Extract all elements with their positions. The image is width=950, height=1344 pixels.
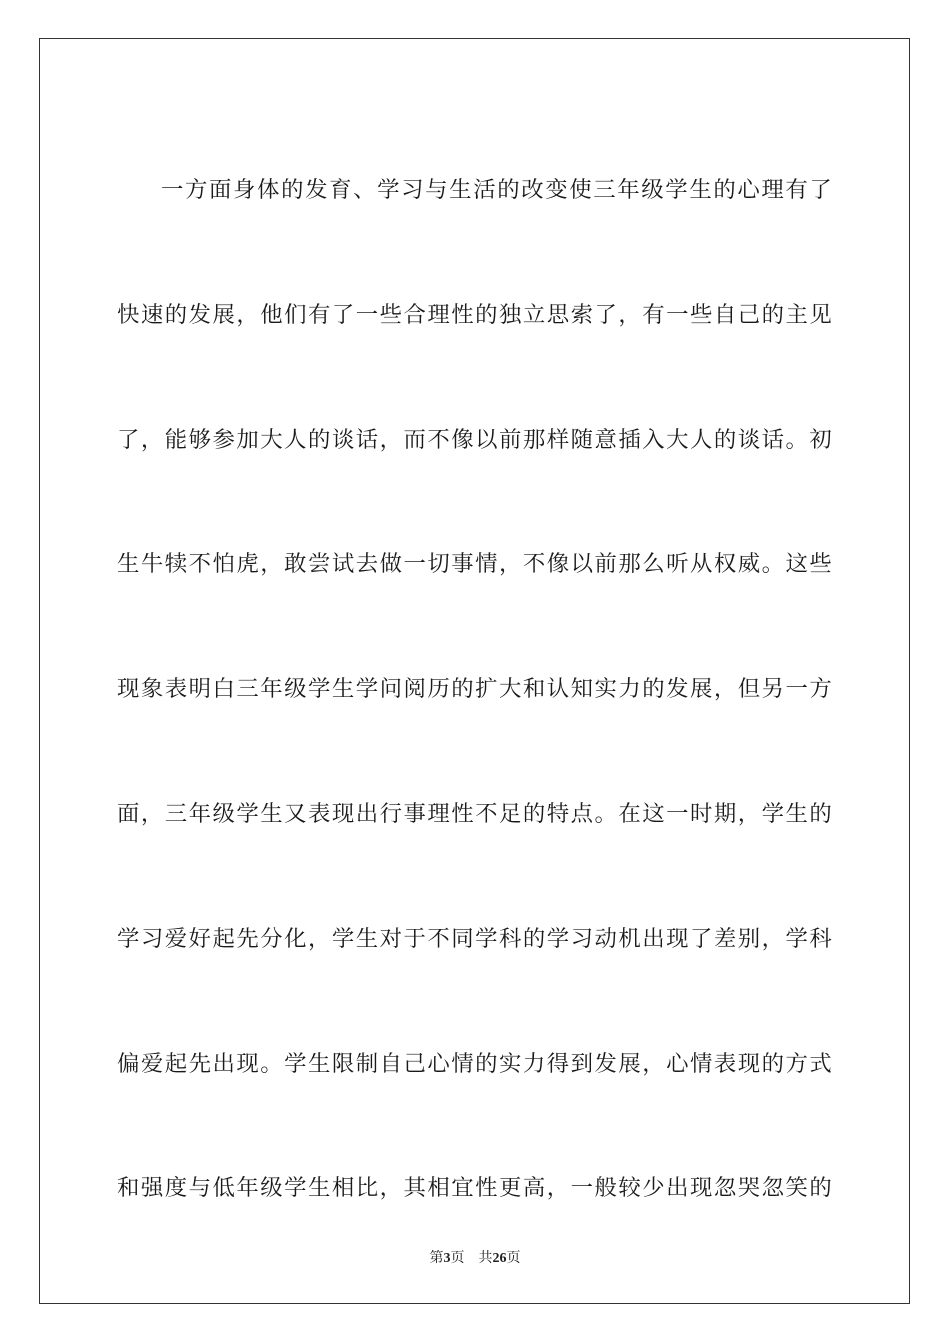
paragraph-line: 快速的发展，他们有了一些合理性的独立思索了，有一些自己的主见 bbox=[117, 301, 833, 328]
paragraph-line: 生牛犊不怕虎，敢尝试去做一切事情，不像以前那么听从权威。这些 bbox=[117, 551, 833, 578]
total-pages-label: 共26页 bbox=[478, 1251, 521, 1266]
paragraph-line: 和强度与低年级学生相比，其相宜性更高，一般较少出现忽哭忽笑的 bbox=[117, 1175, 833, 1202]
page-footer bbox=[0, 1247, 950, 1267]
paragraph-line: 偏爱起先出现。学生限制自己心情的实力得到发展，心情表现的方式 bbox=[117, 1050, 833, 1077]
paragraph-line: 学习爱好起先分化，学生对于不同学科的学习动机出现了差别，学科 bbox=[117, 925, 833, 952]
paragraph-line: 现象表明白三年级学生学问阅历的扩大和认知实力的发展，但另一方 bbox=[117, 676, 833, 703]
page-number-label: 第3页 bbox=[429, 1251, 465, 1266]
paragraph-line: 一方面身体的发育、学习与生活的改变使三年级学生的心理有了 bbox=[161, 177, 833, 203]
document-body bbox=[117, 128, 833, 1251]
paragraph-line: 了，能够参加大人的谈话，而不像以前那样随意插入大人的谈话。初 bbox=[117, 426, 833, 453]
paragraph-line: 面，三年级学生又表现出行事理性不足的特点。在这一时期，学生的 bbox=[117, 800, 833, 827]
